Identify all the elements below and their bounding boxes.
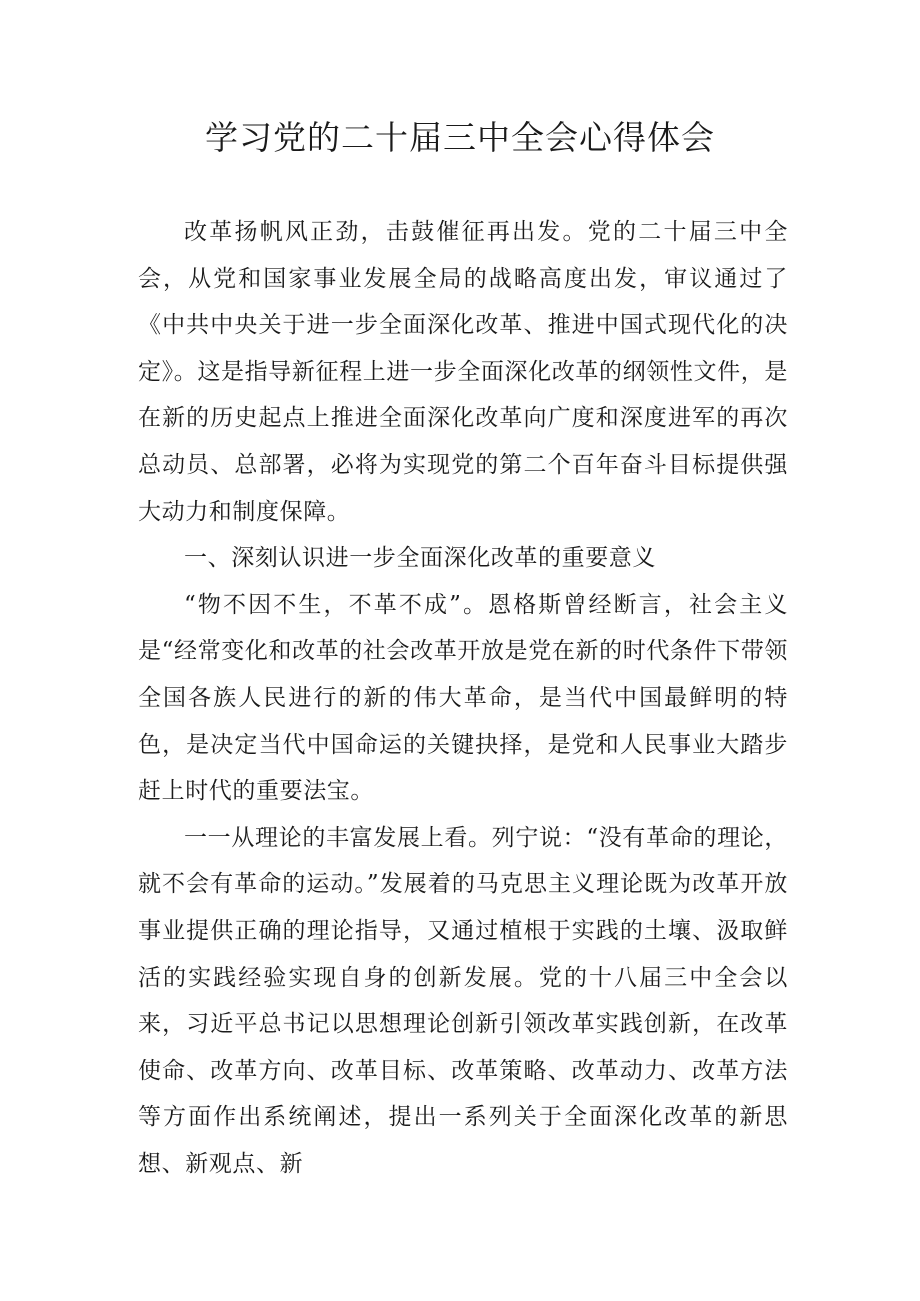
paragraph-intro: 改革扬帆风正劲，击鼓催征再出发。党的二十届三中全会，从党和国家事业发展全局的战略高度出发，审议通过了《中共中央关于进一步全面深化改革、推进中国式现代化的决定》。这是指导新征程上进一步全面深化改革的纲领性文件，是在新的历史起点上推进全面深化改革向广度和深度进军的再次总动员、总部署，必将为实现党的第二个百年奋斗目标提供强大动力和制度保障。 (138, 219, 788, 525)
paragraph-theory: 一一从理论的丰富发展上看。列宁说：“没有革命的理论，就不会有革命的运动。”发展着的马克思主义理论既为改革开放事业提供正确的理论指导，又通过植根于实践的土壤、汲取鲜活的实践经验实现自身的创新发展。党的十八届三中全会以来，习近平总书记以思想理论创新引领改革实践创新，在改革使命、改革方向、改革目标、改革策略、改革动力、改革方法等方面作出系统阐述，提出一系列关于全面深化改革的新思想、新观点、新 (138, 824, 788, 1177)
document-body (138, 209, 788, 1187)
paragraph-significance: “物不因不生，不革不成”。恩格斯曾经断言，社会主义是“经常变化和改革的社会改革开放是党在新的时代条件下带领全国各族人民进行的新的伟大革命，是当代中国最鲜明的特色，是决定当代中国命运的关键抉择，是党和人民事业大踏步赶上时代的重要法宝。 (138, 591, 788, 805)
section-heading-1: 一、深刻认识进一步全面深化改革的重要意义 (184, 545, 656, 572)
document-title: 学习党的二十届三中全会心得体会 (205, 118, 715, 157)
